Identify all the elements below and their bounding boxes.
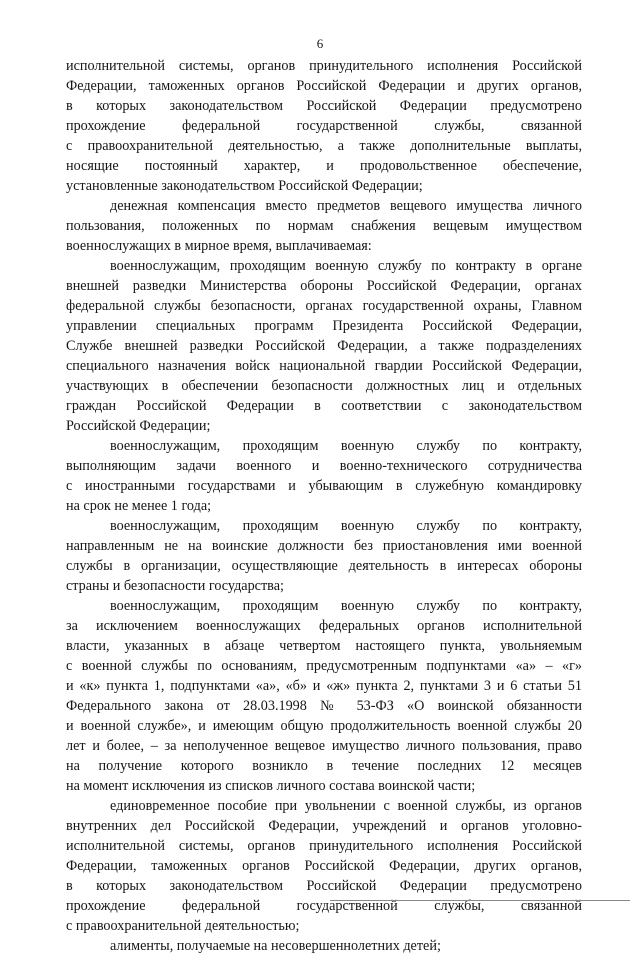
text-line: с правоохранительной деятельностью; [66,918,300,934]
text-line: за исключением военнослужащих федеральных органов исполнительной [66,618,582,634]
text-line: алименты, получаемые на несовершеннолетних детей; [110,938,441,954]
text-line: прохождение федеральной государственной службы, связанной [66,118,582,134]
text-line: Службе внешней разведки Российской Федерации, а также подразделениях [66,338,582,354]
text-line: установленные законодательством Российской Федерации; [66,178,423,194]
text-line: в которых законодательством Российской Федерации предусмотрено [66,98,582,114]
text-line: Федерации, таможенных органов Российской Федерации, других органов, [66,858,582,874]
text-line: Федерального закона от 28.03.1998 № 53-ФЗ «О воинской обязанности [66,698,582,714]
bottom-divider [330,900,630,901]
text-line: лет и более, – за неполученное вещевое имущество личного пользования, право [66,738,582,754]
text-line: на срок не менее 1 года; [66,498,212,514]
text-line: управлении специальных программ Президента Российской Федерации, [66,318,582,334]
text-line: прохождение федеральной государственной службы, связанной [66,898,582,914]
text-line: граждан Российской Федерации в соответствии с законодательством [66,398,582,414]
text-line: исполнительной системы, органов принудительного исполнения Российской [66,58,582,74]
text-line: военнослужащим, проходящим военную службу по контракту в органе [110,258,582,274]
text-line: страны и безопасности государства; [66,578,284,594]
text-line: единовременное пособие при увольнении с военной службы, из органов [110,798,582,814]
text-line: специального назначения войск национальной гвардии Российской Федерации, [66,358,582,374]
text-line: на момент исключения из списков личного состава воинской части; [66,778,476,794]
text-line: направленным не на воинские должности без приостановления ими военной [66,538,582,554]
text-line: пользования, положенных по нормам снабжения вещевым имуществом [66,218,582,234]
text-line: военнослужащим, проходящим военную службу по контракту, [110,518,582,534]
text-line: власти, указанных в абзаце четвертом настоящего пункта, увольняемым [66,638,582,654]
text-line: службы в организации, осуществляющие деятельность в интересах обороны [66,558,582,574]
text-line: военнослужащих в мирное время, выплачиваемая: [66,238,372,254]
text-line: федеральной службы безопасности, органах государственной охраны, Главном [66,298,582,314]
text-line: внутренних дел Российской Федерации, учреждений и органов уголовно- [66,818,582,834]
text-line: и «к» пункта 1, подпунктами «а», «б» и «ж» пункта 2, пунктами 3 и 6 статьи 51 [66,678,582,694]
text-line: с военной службы по основаниям, предусмотренным подпунктами «а» – «г» [66,658,582,674]
text-line: Федерации, таможенных органов Российской Федерации и других органов, [66,78,582,94]
text-line: выполняющим задачи военного и военно-технического сотрудничества [66,458,582,474]
document-body [66,56,582,956]
text-line: с иностранными государствами и убывающим в служебную командировку [66,478,582,494]
text-line: на получение которого возникло в течение последних 12 месяцев [66,758,582,774]
text-line: носящие постоянный характер, и продовольственное обеспечение, [66,158,582,174]
text-line: внешней разведки Министерства обороны Российской Федерации, органах [66,278,582,294]
text-line: в которых законодательством Российской Федерации предусмотрено [66,878,582,894]
text-line: военнослужащим, проходящим военную службу по контракту, [110,598,582,614]
text-line: участвующих в обеспечении безопасности должностных лиц и отдельных [66,378,582,394]
text-line: денежная компенсация вместо предметов вещевого имущества личного [110,198,582,214]
text-line: исполнительной системы, органов принудительного исполнения Российской [66,838,582,854]
text-line: и военной службе», и имеющим общую продолжительность военной службы 20 [66,718,582,734]
text-line: военнослужащим, проходящим военную службу по контракту, [110,438,582,454]
page-number: 6 [316,36,324,51]
text-line: Российской Федерации; [66,418,211,434]
text-line: с правоохранительной деятельностью, а также дополнительные выплаты, [66,138,582,154]
